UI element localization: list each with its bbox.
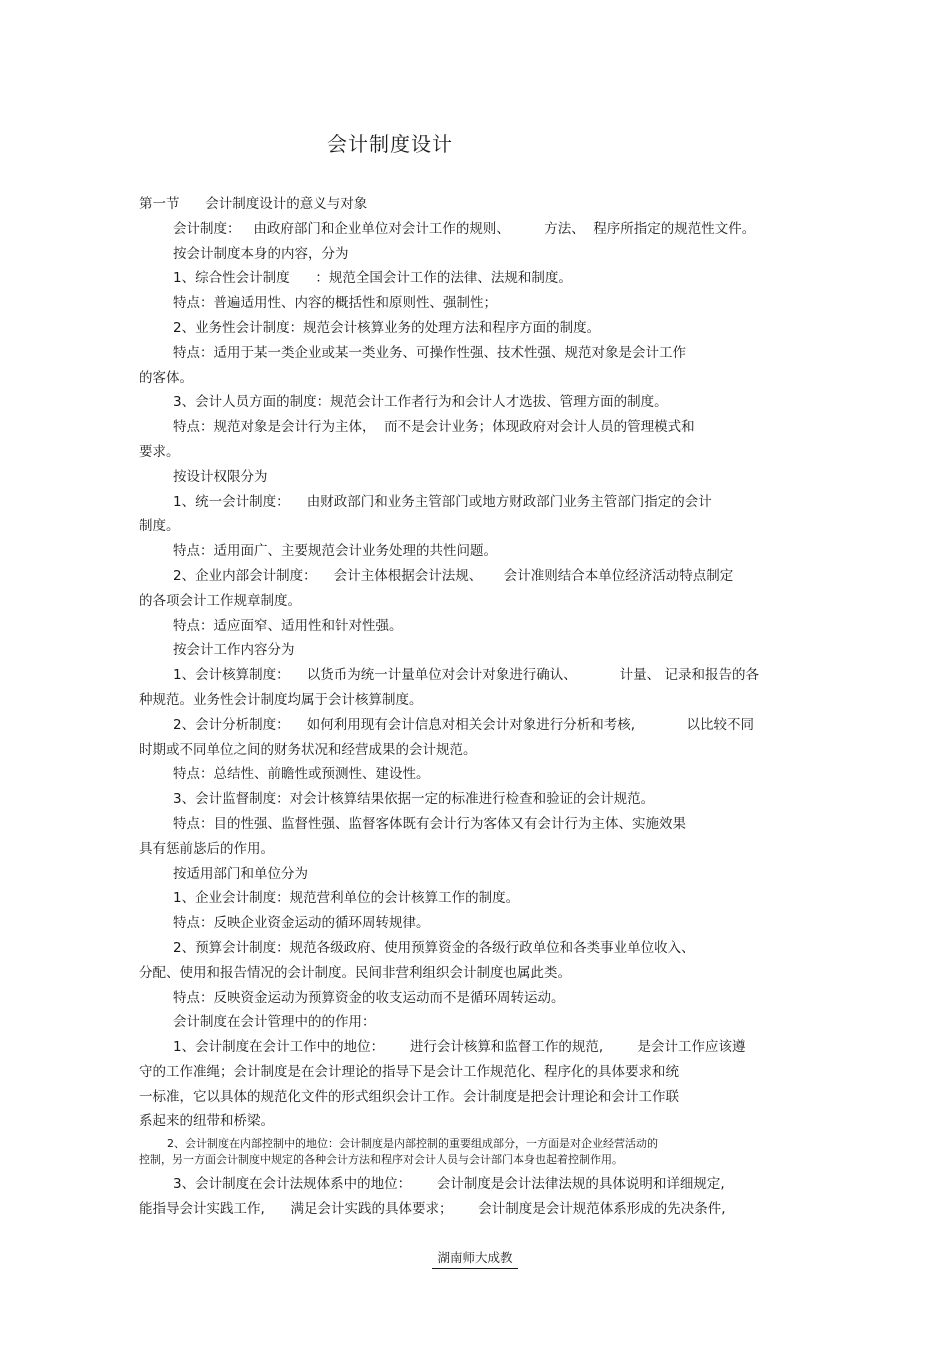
- text-line: 分配、使用和报告情况的会计制度。民间非营利组织会计制度也属此类。: [139, 964, 571, 981]
- text-line: 1、企业会计制度：规范营利单位的会计核算工作的制度。: [173, 890, 520, 907]
- text-line: 特点：适用于某一类企业或某一类业务、可操作性强、技术性强、规范对象是会计工作: [173, 344, 686, 361]
- text-line: 会计制度： 由政府部门和企业单位对会计工作的规则、 方法、 程序所指定的规范性文件。: [173, 220, 756, 237]
- text-line: 2、企业内部会计制度： 会计主体根据会计法规、 会计准则结合本单位经济活动特点制定: [173, 567, 734, 584]
- text-line: 特点：反映资金运动为预算资金的收支运动而不是循环周转运动。: [173, 989, 565, 1006]
- text-line: 按设计权限分为: [173, 468, 268, 485]
- text-line: 的各项会计工作规章制度。: [139, 592, 301, 609]
- text-line: 具有惩前毖后的作用。: [139, 840, 274, 857]
- text-line: 特点：总结性、前瞻性或预测性、建设性。: [173, 766, 430, 783]
- text-line: 时期或不同单位之间的财务状况和经营成果的会计规范。: [139, 741, 477, 758]
- text-line: 系起来的纽带和桥梁。: [139, 1113, 274, 1130]
- document-body: [139, 192, 809, 1222]
- text-line: 1、统一会计制度： 由财政部门和业务主管部门或地方财政部门业务主管部门指定的会计: [173, 493, 712, 510]
- closing-paragraph: [139, 1172, 809, 1222]
- text-line: 的客体。: [139, 369, 193, 386]
- text-line: 3、会计制度在会计法规体系中的地位： 会计制度是会计法律法规的具体说明和详细规定,: [173, 1176, 725, 1193]
- text-line: 1、会计制度在会计工作中的地位： 进行会计核算和监督工作的规范, 是会计工作应该遵: [173, 1039, 746, 1056]
- small-text-line: 2、会计制度在内部控制中的地位：会计制度是内部控制的重要组成部分，一方面是对企业经营活动的: [167, 1137, 658, 1151]
- text-line: 特点：反映企业资金运动的循环周转规律。: [173, 915, 430, 932]
- small-print-paragraph: [139, 1136, 809, 1168]
- text-line: 按适用部门和单位分为: [173, 865, 308, 882]
- text-line: 第一节 会计制度设计的意义与对象: [139, 196, 368, 212]
- text-line: 特点：适应面窄、适用性和针对性强。: [173, 617, 403, 634]
- text-line: 3、会计人员方面的制度：规范会计工作者行为和会计人才选拔、管理方面的制度。: [173, 394, 668, 411]
- text-line: 按会计工作内容分为: [173, 642, 295, 659]
- text-line: 1、会计核算制度： 以货币为统一计量单位对会计对象进行确认、 计量、 记录和报告的各: [173, 667, 759, 684]
- text-line: 3、会计监督制度：对会计核算结果依据一定的标准进行检查和验证的会计规范。: [173, 791, 655, 808]
- text-line: 1、综合性会计制度 ：规范全国会计工作的法律、法规和制度。: [173, 270, 572, 287]
- text-line: 2、预算会计制度：规范各级政府、使用预算资金的各级行政单位和各类事业单位收入、: [173, 939, 695, 956]
- footer-text: 湖南师大成教: [432, 1248, 518, 1269]
- text-line: 特点：目的性强、监督性强、监督客体既有会计行为客体又有会计行为主体、实施效果: [173, 815, 686, 832]
- text-line: 2、会计分析制度： 如何利用现有会计信息对相关会计对象进行分析和考核, 以比较不同: [173, 716, 755, 733]
- text-line: 制度。: [139, 518, 180, 535]
- text-line: 特点：适用面广、主要规范会计业务处理的共性问题。: [173, 543, 497, 560]
- text-line: 能指导会计实践工作, 满足会计实践的具体要求； 会计制度是会计规范体系形成的先决条件,: [139, 1201, 726, 1218]
- text-line: 特点：普遍适用性、内容的概括性和原则性、强制性；: [173, 295, 497, 312]
- text-line: 种规范。业务性会计制度均属于会计核算制度。: [139, 691, 423, 708]
- text-line: 特点：规范对象是会计行为主体， 而不是会计业务；体现政府对会计人员的管理模式和: [173, 419, 695, 436]
- main-paragraphs: [139, 192, 809, 1134]
- text-line: 守的工作准绳；会计制度是在会计理论的指导下是会计工作规范化、程序化的具体要求和统: [139, 1063, 679, 1080]
- text-line: 要求。: [139, 443, 180, 460]
- text-line: 2、业务性会计制度：规范会计核算业务的处理方法和程序方面的制度。: [173, 319, 601, 336]
- small-text-line: 控制，另一方面会计制度中规定的各种会计方法和程序对会计人员与会计部门本身也起着控制作用。: [139, 1153, 623, 1167]
- text-line: 会计制度在会计管理中的的作用：: [173, 1014, 376, 1031]
- page-title: 会计制度设计: [327, 132, 453, 156]
- text-line: 按会计制度本身的内容，分为: [173, 245, 349, 262]
- text-line: 一标准，它以具体的规范化文件的形式组织会计工作。会计制度是把会计理论和会计工作联: [139, 1088, 679, 1105]
